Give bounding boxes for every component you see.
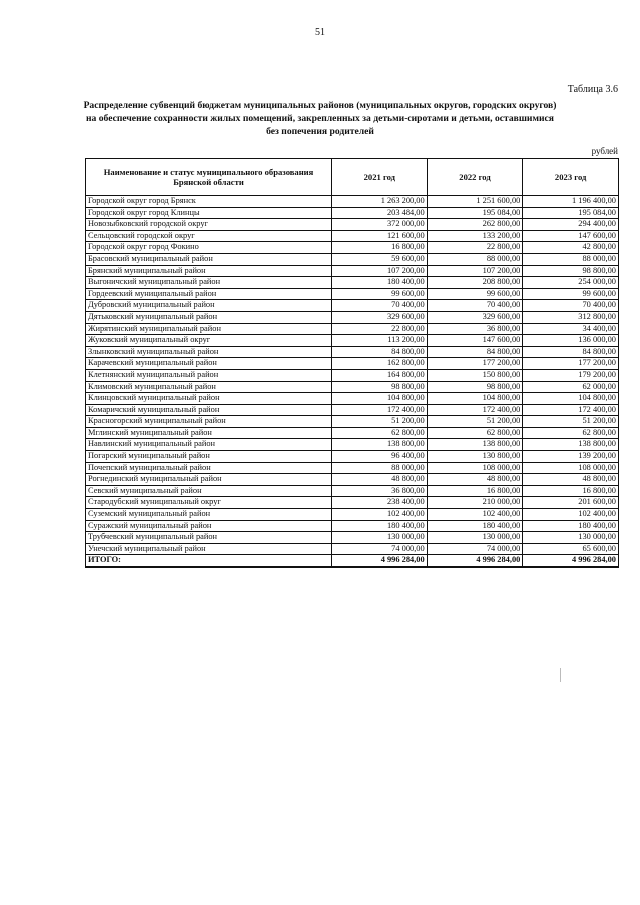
total-row	[86, 555, 619, 567]
municipality-name: Дятьковский муниципальный район	[86, 311, 332, 323]
value-2023: 1 196 400,00	[523, 196, 619, 208]
table-row	[86, 207, 619, 219]
scan-artifact	[560, 668, 561, 682]
municipality-name: Трубчевский муниципальный район	[86, 532, 332, 544]
value-2022: 48 800,00	[427, 474, 523, 486]
value-2023: 51 200,00	[523, 416, 619, 428]
value-2023: 254 000,00	[523, 277, 619, 289]
table-body	[86, 196, 619, 568]
value-2023: 195 084,00	[523, 207, 619, 219]
header-municipality: Наименование и статус муниципального образования Брянской области	[86, 159, 332, 196]
value-2023: 139 200,00	[523, 451, 619, 463]
value-2023: 201 600,00	[523, 497, 619, 509]
value-2023: 84 800,00	[523, 346, 619, 358]
value-2022: 172 400,00	[427, 404, 523, 416]
value-2021: 99 600,00	[332, 288, 428, 300]
value-2021: 74 000,00	[332, 543, 428, 555]
table-row	[86, 439, 619, 451]
municipality-name: Суземский муниципальный район	[86, 509, 332, 521]
value-2023: 70 400,00	[523, 300, 619, 312]
value-2022: 98 800,00	[427, 381, 523, 393]
value-2022: 88 000,00	[427, 253, 523, 265]
value-2022: 262 800,00	[427, 219, 523, 231]
municipality-name: Унечский муниципальный район	[86, 543, 332, 555]
value-2021: 48 800,00	[332, 474, 428, 486]
municipality-name: Погарский муниципальный район	[86, 451, 332, 463]
value-2023: 312 800,00	[523, 311, 619, 323]
table-row	[86, 242, 619, 254]
table-row	[86, 393, 619, 405]
value-2022: 99 600,00	[427, 288, 523, 300]
value-2021: 121 600,00	[332, 230, 428, 242]
municipality-name: Городской округ город Клинцы	[86, 207, 332, 219]
currency-unit: рублей	[591, 146, 618, 156]
value-2023: 34 400,00	[523, 323, 619, 335]
municipality-name: Жирятинский муниципальный район	[86, 323, 332, 335]
table-row	[86, 474, 619, 486]
value-2022: 177 200,00	[427, 358, 523, 370]
value-2022: 108 000,00	[427, 462, 523, 474]
municipality-name: Стародубский муниципальный округ	[86, 497, 332, 509]
value-2021: 130 000,00	[332, 532, 428, 544]
municipality-name: Мглинский муниципальный район	[86, 427, 332, 439]
value-2023: 180 400,00	[523, 520, 619, 532]
table-row	[86, 369, 619, 381]
value-2023: 177 200,00	[523, 358, 619, 370]
table-row	[86, 358, 619, 370]
value-2023: 136 000,00	[523, 335, 619, 347]
value-2021: 162 800,00	[332, 358, 428, 370]
value-2022: 147 600,00	[427, 335, 523, 347]
table-row	[86, 277, 619, 289]
value-2021: 138 800,00	[332, 439, 428, 451]
table-row	[86, 509, 619, 521]
value-2023: 88 000,00	[523, 253, 619, 265]
table-row	[86, 427, 619, 439]
value-2022: 62 800,00	[427, 427, 523, 439]
table-row	[86, 497, 619, 509]
value-2021: 16 800,00	[332, 242, 428, 254]
table-row	[86, 196, 619, 208]
value-2023: 42 800,00	[523, 242, 619, 254]
value-2022: 130 800,00	[427, 451, 523, 463]
table-row	[86, 416, 619, 428]
value-2021: 84 800,00	[332, 346, 428, 358]
municipality-name: Красногорский муниципальный район	[86, 416, 332, 428]
value-2023: 138 800,00	[523, 439, 619, 451]
value-2021: 180 400,00	[332, 277, 428, 289]
document-title: Распределение субвенций бюджетам муниципальных районов (муниципальных округов, городских округов) на обеспечение сохранности жилых помещений, закрепленных за детьми-сиротами и детьми, оставшимися без попечения родителей	[83, 100, 557, 137]
value-2021: 164 800,00	[332, 369, 428, 381]
value-2022: 70 400,00	[427, 300, 523, 312]
total-2021: 4 996 284,00	[332, 555, 428, 567]
value-2022: 130 000,00	[427, 532, 523, 544]
table-row	[86, 404, 619, 416]
table-label: Таблица 3.6	[567, 84, 618, 95]
total-2022: 4 996 284,00	[427, 555, 523, 567]
header-2023: 2023 год	[523, 159, 619, 196]
table-row	[86, 219, 619, 231]
value-2021: 203 484,00	[332, 207, 428, 219]
value-2022: 102 400,00	[427, 509, 523, 521]
value-2021: 22 800,00	[332, 323, 428, 335]
table-row	[86, 346, 619, 358]
table-row	[86, 451, 619, 463]
municipality-name: Злынковский муниципальный район	[86, 346, 332, 358]
table-row	[86, 230, 619, 242]
municipality-name: Почепский муниципальный район	[86, 462, 332, 474]
value-2023: 99 600,00	[523, 288, 619, 300]
value-2022: 16 800,00	[427, 485, 523, 497]
value-2022: 107 200,00	[427, 265, 523, 277]
value-2021: 104 800,00	[332, 393, 428, 405]
table-row	[86, 462, 619, 474]
value-2022: 329 600,00	[427, 311, 523, 323]
value-2022: 208 800,00	[427, 277, 523, 289]
value-2021: 238 400,00	[332, 497, 428, 509]
total-label: ИТОГО:	[86, 555, 332, 567]
value-2021: 70 400,00	[332, 300, 428, 312]
value-2023: 147 600,00	[523, 230, 619, 242]
table-row	[86, 381, 619, 393]
value-2022: 150 800,00	[427, 369, 523, 381]
value-2021: 180 400,00	[332, 520, 428, 532]
table-row	[86, 520, 619, 532]
value-2022: 51 200,00	[427, 416, 523, 428]
value-2022: 1 251 600,00	[427, 196, 523, 208]
value-2023: 16 800,00	[523, 485, 619, 497]
municipality-name: Севский муниципальный район	[86, 485, 332, 497]
municipality-name: Жуковский муниципальный округ	[86, 335, 332, 347]
value-2021: 1 263 200,00	[332, 196, 428, 208]
municipality-name: Клетнянский муниципальный район	[86, 369, 332, 381]
table-row	[86, 323, 619, 335]
municipality-name: Дубровский муниципальный район	[86, 300, 332, 312]
value-2021: 98 800,00	[332, 381, 428, 393]
municipality-name: Рогнединский муниципальный район	[86, 474, 332, 486]
table-row	[86, 532, 619, 544]
value-2021: 113 200,00	[332, 335, 428, 347]
table-row	[86, 543, 619, 555]
value-2022: 195 084,00	[427, 207, 523, 219]
value-2022: 180 400,00	[427, 520, 523, 532]
value-2023: 172 400,00	[523, 404, 619, 416]
municipality-name: Городской округ город Брянск	[86, 196, 332, 208]
value-2021: 372 000,00	[332, 219, 428, 231]
value-2022: 133 200,00	[427, 230, 523, 242]
value-2021: 36 800,00	[332, 485, 428, 497]
value-2021: 51 200,00	[332, 416, 428, 428]
total-2023: 4 996 284,00	[523, 555, 619, 567]
subvention-table	[85, 158, 619, 568]
value-2023: 48 800,00	[523, 474, 619, 486]
municipality-name: Городской округ город Фокино	[86, 242, 332, 254]
value-2023: 62 800,00	[523, 427, 619, 439]
value-2023: 179 200,00	[523, 369, 619, 381]
municipality-name: Брасовский муниципальный район	[86, 253, 332, 265]
municipality-name: Навлинский муниципальный район	[86, 439, 332, 451]
table-row	[86, 288, 619, 300]
value-2023: 65 600,00	[523, 543, 619, 555]
municipality-name: Выгоничский муниципальный район	[86, 277, 332, 289]
municipality-name: Гордеевский муниципальный район	[86, 288, 332, 300]
table-row	[86, 335, 619, 347]
value-2022: 104 800,00	[427, 393, 523, 405]
table-row	[86, 265, 619, 277]
value-2021: 62 800,00	[332, 427, 428, 439]
value-2023: 108 000,00	[523, 462, 619, 474]
municipality-name: Сельцовский городской округ	[86, 230, 332, 242]
value-2021: 102 400,00	[332, 509, 428, 521]
value-2023: 62 000,00	[523, 381, 619, 393]
value-2023: 130 000,00	[523, 532, 619, 544]
municipality-name: Суражский муниципальный район	[86, 520, 332, 532]
value-2022: 138 800,00	[427, 439, 523, 451]
value-2021: 172 400,00	[332, 404, 428, 416]
value-2021: 59 600,00	[332, 253, 428, 265]
value-2023: 104 800,00	[523, 393, 619, 405]
municipality-name: Брянский муниципальный район	[86, 265, 332, 277]
table-row	[86, 300, 619, 312]
value-2021: 96 400,00	[332, 451, 428, 463]
header-2022: 2022 год	[427, 159, 523, 196]
municipality-name: Карачевский муниципальный район	[86, 358, 332, 370]
value-2022: 210 000,00	[427, 497, 523, 509]
header-2021: 2021 год	[332, 159, 428, 196]
value-2021: 88 000,00	[332, 462, 428, 474]
municipality-name: Клинцовский муниципальный район	[86, 393, 332, 405]
municipality-name: Комаричский муниципальный район	[86, 404, 332, 416]
value-2023: 98 800,00	[523, 265, 619, 277]
value-2022: 74 000,00	[427, 543, 523, 555]
value-2023: 294 400,00	[523, 219, 619, 231]
table-row	[86, 311, 619, 323]
value-2023: 102 400,00	[523, 509, 619, 521]
table-row	[86, 485, 619, 497]
value-2022: 22 800,00	[427, 242, 523, 254]
table-header-row	[86, 159, 619, 196]
value-2022: 36 800,00	[427, 323, 523, 335]
municipality-name: Новозыбковский городской округ	[86, 219, 332, 231]
value-2021: 107 200,00	[332, 265, 428, 277]
table-row	[86, 253, 619, 265]
page-number: 51	[315, 27, 325, 38]
value-2022: 84 800,00	[427, 346, 523, 358]
value-2021: 329 600,00	[332, 311, 428, 323]
municipality-name: Климовский муниципальный район	[86, 381, 332, 393]
